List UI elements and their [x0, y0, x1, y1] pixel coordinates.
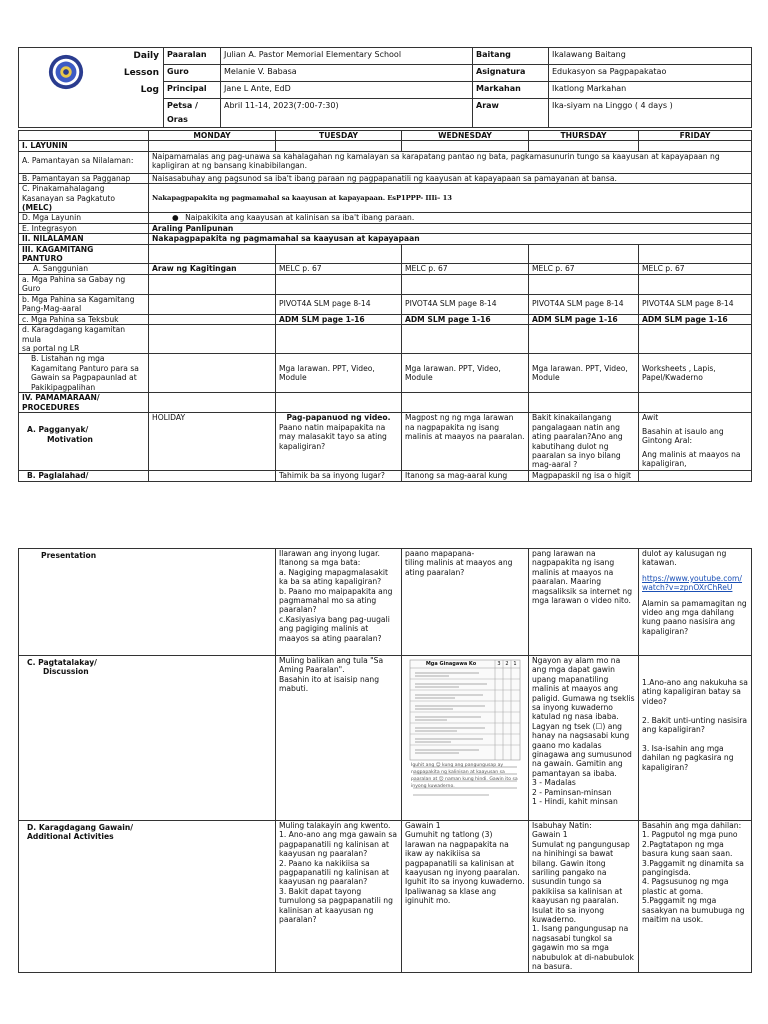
tuesday-melc: MELC p. 67: [276, 264, 402, 274]
wednesday-melc: MELC p. 67: [402, 264, 529, 274]
text-integrasyon: Araling Panlipunan: [149, 223, 752, 233]
tuesday-presentation: Ilarawan ang inyong lugar. Itanong sa mga bata: a. Nagiging mapagmalasakit ka ba sa ating kapaligiran? b. Paano mo maipapakita ang pagmamahal mo sa ating paaralan? c.Kasiyasiya bang pag-uugali ang pagiging malinis at maayos sa ating paaralan?: [276, 549, 402, 656]
text-mga-layunin-cell: [149, 213, 752, 223]
thursday-melc: MELC p. 67: [529, 264, 639, 274]
text-nilalaman: Nakapagpapakita ng pagmamahal sa kaayusan at kapayapaan: [149, 234, 752, 244]
label-paglalahad: B. Paglalahad/: [19, 471, 149, 481]
friday-melc: MELC p. 67: [639, 264, 752, 274]
thursday-materials: Mga larawan. PPT, Video, Module: [529, 354, 639, 393]
label-listahan-line3: Gawain sa Pagpapaunlad at: [31, 373, 137, 383]
friday-gintong-aral: Basahin at isaulo ang Gintong Aral:: [642, 426, 724, 446]
bullet-icon: ●: [172, 213, 179, 223]
wednesday-karagdagang-gawain: Gawain 1 Gumuhit ng tatlong (3) larawan na nagpapakita na ikaw ay nakikiisa sa pagpapanatili sa kalinisan at kaayusan ng inyong paaralan. Iguhit ito sa inyong kuwaderno. Ipaliwanag sa klase ang iginuhit mo.: [402, 821, 529, 973]
label-pagtatalakay: [19, 656, 276, 821]
thursday-adm: ADM SLM page 1-16: [529, 314, 639, 324]
label-integrasyon: E. Integrasyon: [19, 223, 149, 233]
label-kagamitang-line2: Pang-Mag-aaral: [22, 304, 82, 314]
tuesday-pagganyak: [276, 413, 402, 471]
label-listahan-line2: Kagamitang Panturo para sa: [31, 363, 139, 373]
label-karagdagang-line1: d. Karagdagang kagamitan mula: [22, 325, 126, 344]
thursday-presentation: pang larawan na nagpapakita ng isang malinis at maayos na paaralan. Maaring magsaliksik sa internet ng mga larawan o video nito.: [529, 549, 639, 656]
label-pagtatalakay-line2: Discussion: [43, 667, 89, 677]
corner-cell: [19, 131, 149, 141]
text-melc: Nakapagpapakita ng pagmamahal sa kaayusan at kapayapaan. EsP1PPP- IIIi– 13: [149, 184, 752, 213]
title-log: Log: [140, 85, 159, 95]
label-listahan-line4: Pakikipagpalihan: [31, 382, 96, 392]
label-pamantayan-pagganap: B. Pamantayan sa Pagganap: [19, 173, 149, 183]
monday-araw-ng-kagitingan: Araw ng Kagitingan: [149, 264, 276, 274]
day-friday: FRIDAY: [639, 131, 752, 141]
label-melc-line2: Kasanayan sa Pagkatuto: [22, 193, 116, 203]
worksheet-title: Mga Ginagawa Ko: [425, 661, 477, 667]
text-pamantayan-pagganap: Naisasabuhay ang pagsunod sa iba't ibang paraan ng pagpapanatili ng kaayusan at kapayapaan sa pamayanan at bansa.: [149, 173, 752, 183]
tuesday-pagtatalakay: Muling balikan ang tula "Sa Aming Paaralan". Basahin ito at isaisip nang mabuti.: [276, 656, 402, 821]
friday-presentation-text: dulot ay kalusugan ng katawan.: [642, 549, 727, 568]
text-pamantayan-nilalaman: Naipamamalas ang pag-unawa sa kahalagahan ng kamalayan sa karapatang pantao ng bata, pagkamasunurin tungo sa kaayusan at kapayapaan ng kapligiran at ng bansang kinabibilangan.: [149, 151, 752, 173]
label-asignatura: Asignatura: [473, 65, 549, 82]
tuesday-pivot: PIVOT4A SLM page 8-14: [276, 294, 402, 314]
label-sanggunian: A. Sanggunian: [19, 264, 149, 274]
label-karagdagang-line2: sa portal ng LR: [22, 343, 80, 353]
title-daily: Daily: [133, 51, 159, 61]
label-baitang: Baitang: [473, 48, 549, 65]
value-araw: Ika-siyam na Linggo ( 4 days ): [549, 99, 752, 128]
wednesday-pagganyak: Magpost ng ng mga larawan na nagpapakita ng isang malinis at maayos na paaralan.: [402, 413, 529, 471]
wednesday-presentation: paano mapapana- tiling malinis at maayos ang ating paaralan?: [402, 549, 529, 656]
label-karagdagang-kagamitan: [19, 325, 149, 354]
section-pamamaraan-line1: IV. PAMAMARAAN/: [22, 393, 100, 403]
label-listahan: [19, 354, 149, 393]
value-baitang: Ikalawang Baitang: [549, 48, 752, 65]
label-pagtatalakay-line1: C. Pagtatalakay/: [27, 658, 97, 667]
friday-pagganyak: [639, 413, 752, 471]
friday-materials: Worksheets , Lapis, Papel/Kwaderno: [639, 354, 752, 393]
thursday-paglalahad-start: Magpapaskil ng isa o higit: [529, 471, 639, 481]
label-karagdagang-gawain-line1: D. Karagdagang Gawain/: [27, 823, 134, 832]
section-nilalaman: II. NILALAMAN: [19, 234, 149, 244]
thursday-pagganyak: Bakit kinakailangang pangalagaan natin ang ating paaralan?Ano ang kabutihang dulot ng paaralan sa inyo bilang mag-aaral ?: [529, 413, 639, 471]
section-kagamitan: [19, 244, 149, 264]
youtube-link-cell: [642, 574, 748, 593]
thursday-pivot: PIVOT4A SLM page 8-14: [529, 294, 639, 314]
lesson-table: [18, 130, 752, 482]
day-wednesday: WEDNESDAY: [402, 131, 529, 141]
value-principal: Jane L Ante, EdD: [221, 82, 473, 99]
label-listahan-line1: B. Listahan ng mga: [31, 354, 105, 364]
value-paaralan: Julian A. Pastor Memorial Elementary School: [221, 48, 473, 65]
label-paaralan: Paaralan: [164, 48, 221, 65]
section-kagamitan-line1: III. KAGAMITANG: [22, 244, 94, 254]
friday-awit: Awit: [642, 413, 659, 423]
friday-presentation-after: Alamin sa pamamagitan ng video ang mga dahilang kung paano nasisira ang kapaligiran?: [642, 598, 747, 636]
label-principal: Principal: [164, 82, 221, 99]
label-pamantayan-nilalaman: A. Pamantayan sa Nilalaman:: [19, 151, 149, 173]
day-monday: MONDAY: [149, 131, 276, 141]
label-karagdagang-gawain-line2: Additional Activities: [27, 832, 114, 842]
label-gabay-guro: a. Mga Pahina sa Gabay ng Guro: [19, 274, 149, 294]
school-seal-icon: [47, 53, 85, 91]
value-asignatura: Edukasyon sa Pagpapakatao: [549, 65, 752, 82]
tuesday-pagganyak-text: Paano natin maipapakita na may malasakit tayo sa ating kapaligiran?: [279, 422, 387, 451]
friday-karagdagang-gawain: Basahin ang mga dahilan: 1. Pagputol ng mga puno 2.Pagtatapon ng mga basura kung saan saan. 3.Paggamit ng dinamita sa pangingisda. 4. Pagsusunog ng mga plastic at goma. 5.Paggamit ng mga sasakyan na bumubuga ng maitim na usok.: [639, 821, 752, 973]
worksheet-image: [409, 659, 521, 809]
header-logo-cell: [19, 48, 164, 128]
header-table: [18, 47, 752, 128]
label-mga-layunin: D. Mga Layunin: [19, 213, 149, 223]
label-pagganyak-line1: A. Pagganyak/: [27, 425, 89, 435]
day-tuesday: TUESDAY: [276, 131, 402, 141]
label-melc-line3: (MELC): [22, 203, 53, 213]
label-petsa: Petsa / Oras: [164, 99, 221, 128]
thursday-karagdagang-gawain: Isabuhay Natin: Gawain 1 Sumulat ng pangungusap na hinihingi sa bawat bilang. Gawin itong sariling pangako na susundin tungo sa pakikiisa sa kalinisan at kaayusan ng paaralan. Isulat ito sa inyong kuwaderno. 1. Isang pangungusap na nagsasabi tungkol sa gagawin mo sa mga nabubulok at di-nabubulok na basura.: [529, 821, 639, 973]
label-pagganyak: [19, 413, 149, 471]
friday-pivot: PIVOT4A SLM page 8-14: [639, 294, 752, 314]
day-thursday: THURSDAY: [529, 131, 639, 141]
value-guro: Melanie V. Babasa: [221, 65, 473, 82]
label-kagamitang-line1: b. Mga Pahina sa Kagamitang: [22, 294, 135, 304]
wednesday-pagtatalakay: [402, 656, 529, 821]
tuesday-pagganyak-title: Pag-papanuod ng video.: [286, 413, 391, 423]
value-markahan: Ikatlong Markahan: [549, 82, 752, 99]
label-guro: Guro: [164, 65, 221, 82]
youtube-link[interactable]: https://www.youtube.com/watch?v=zpnOXrChReU: [642, 573, 742, 593]
tuesday-paglalahad-start: Tahimik ba sa inyong lugar?: [276, 471, 402, 481]
wednesday-materials: Mga larawan. PPT, Video, Module: [402, 354, 529, 393]
label-kagamitang-mag-aaral: [19, 294, 149, 314]
wednesday-adm: ADM SLM page 1-16: [402, 314, 529, 324]
worksheet-caption: Iguhit ang ☺ kung ang pangungusap ay nagpapakita ng kalinisan at kaayusan sa paaralan at ☹ naman kung hindi. Gawin ito sa inyong kuwaderno.: [411, 763, 518, 789]
wednesday-paglalahad-start: Itanong sa mag-aaral kung: [402, 471, 529, 481]
label-melc: [19, 184, 149, 213]
section-layunin: I. LAYUNIN: [19, 141, 149, 151]
tuesday-adm: ADM SLM page 1-16: [276, 314, 402, 324]
tuesday-materials: Mga larawan. PPT, Video, Module: [276, 354, 402, 393]
friday-pagtatalakay: 1.Ano-ano ang nakukuha sa ating kapaligiran batay sa video? 2. Bakit unti-unting nasisira ang kapaligiran? 3. Isa-isahin ang mga dahilan ng pagkasira ng kapaligiran?: [639, 656, 752, 821]
friday-gintong-aral-text: Ang malinis at maayos na kapaligiran,: [642, 449, 741, 468]
section-pamamaraan: [19, 393, 149, 413]
friday-adm: ADM SLM page 1-16: [639, 314, 752, 324]
monday-holiday: HOLIDAY: [149, 413, 276, 471]
tuesday-karagdagang-gawain: Muling talakayin ang kwento. 1. Ano-ano ang mga gawain sa pagpapanatili ng kalinisan at kaayusan ng paaralan? 2. Paano ka nakikiisa sa pagpapanatili ng kalinisan at kaayusan ng paaralan? 3. Bakit dapat tayong tumulong sa pagpapanatili ng kalinisan at kaayusan ng paaralan?: [276, 821, 402, 973]
section-pamamaraan-line2: PROCEDURES: [22, 402, 80, 412]
section-kagamitan-line2: PANTURO: [22, 254, 63, 264]
value-petsa: Abril 11-14, 2023(7:00-7:30): [221, 99, 473, 128]
lesson-table-continued: [18, 548, 752, 973]
label-presentation: Presentation: [19, 549, 276, 656]
wednesday-pivot: PIVOT4A SLM page 8-14: [402, 294, 529, 314]
worksheet-col-3: 3: [497, 661, 501, 667]
label-melc-line1: C. Pinakamahalagang: [22, 184, 105, 194]
friday-presentation: [639, 549, 752, 656]
label-markahan: Markahan: [473, 82, 549, 99]
thursday-pagtatalakay: Ngayon ay alam mo na ang mga dapat gawin upang mapanatiling malinis at maayos ang paligid. Gumawa ng tseklis sa inyong kuwaderno katulad ng nasa ibaba. Lagyan ng tsek (☐) ang hanay na nagsasabi kung gaano mo kadalas ginagawa ang sumusunod na gawain. Gamitin ang pamantayan sa ibaba. 3 - Madalas 2 - Paminsan-minsan 1 - Hindi, kahit minsan: [529, 656, 639, 821]
title-lesson: Lesson: [123, 68, 159, 78]
label-teksbuk: c. Mga Pahina sa Teksbuk: [19, 314, 149, 324]
text-mga-layunin: Naipakikita ang kaayusan at kalinisan sa iba't ibang paraan.: [185, 213, 415, 223]
label-pagganyak-line2: Motivation: [47, 434, 93, 444]
worksheet-col-1: 1: [513, 661, 517, 667]
worksheet-col-2: 2: [505, 661, 509, 667]
label-araw: Araw: [473, 99, 549, 128]
label-karagdagang-gawain: [19, 821, 276, 973]
